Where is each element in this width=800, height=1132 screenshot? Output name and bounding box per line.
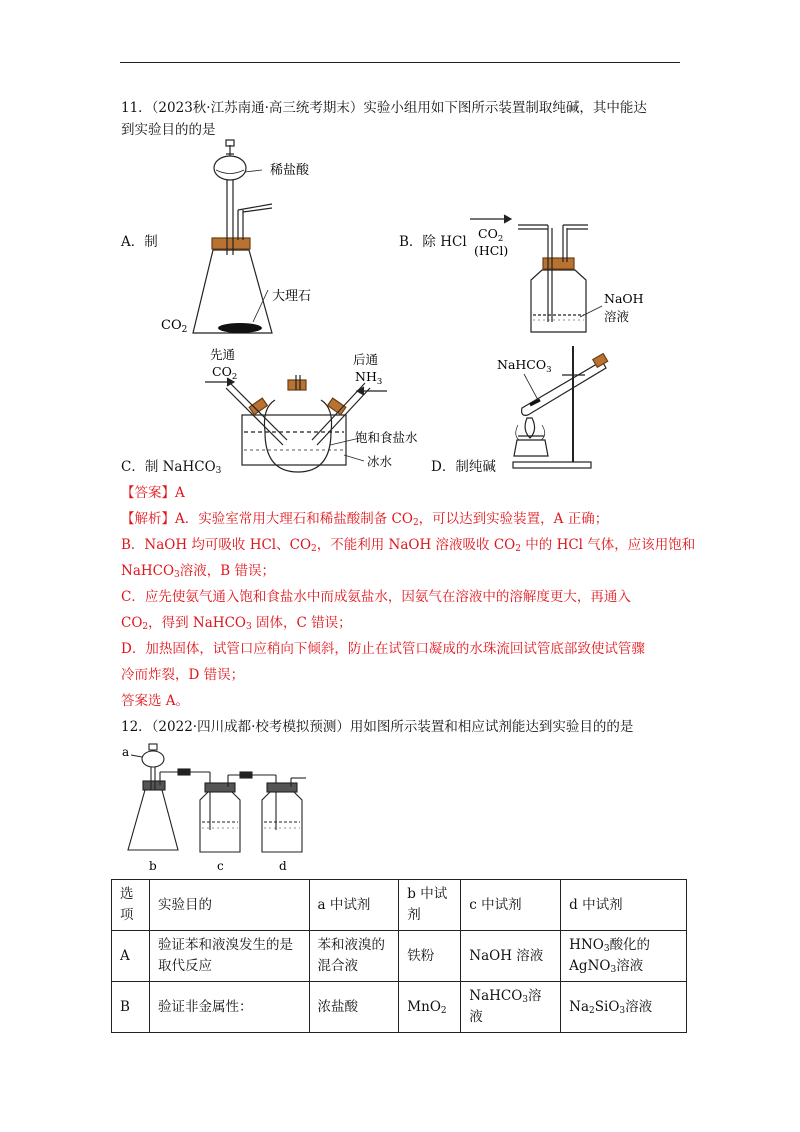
row-b-reagent-b: MnO$_2$ (399, 982, 461, 1033)
header-reagent-a: a 中试剂 (309, 880, 399, 931)
fig-d-label-nahco3: NaHCO$_3$ (497, 357, 552, 375)
row-b-option: B (112, 982, 150, 1033)
fig-c-label-ice: 冰水 (367, 454, 393, 469)
q11-option-b-label: B．除 HCl (399, 234, 467, 250)
header-purpose: 实验目的 (149, 880, 309, 931)
fig-a-label-marble: 大理石 (272, 289, 312, 304)
row-a-reagent-a: 苯和液溴的混合液 (309, 931, 399, 982)
row-b-reagent-d: $Na_2SiO_3$溶液 (561, 982, 687, 1033)
q12-stem: 12．（2022·四川成都·校考模拟预测）用如图所示装置和相应试剂能达到实验目的的是 (121, 719, 634, 735)
row-a-reagent-c: NaOH 溶液 (461, 931, 561, 982)
fig12-label-a: a (122, 745, 130, 759)
row-a-option: A (112, 931, 150, 982)
row-a-reagent-b: 铁粉 (399, 931, 461, 982)
q12-options-table (111, 879, 687, 1033)
fig-c-label-later: 后通 (353, 352, 379, 367)
fig-b-label-reagent2: 溶液 (604, 309, 630, 324)
fig-c-label-first: 先通 (210, 347, 236, 362)
q11-option-d-label: D．制纯碱 (431, 459, 496, 475)
table-row (112, 982, 687, 1033)
q11-option-a-label: A．制 (121, 234, 158, 250)
header-reagent-c: c 中试剂 (461, 880, 561, 931)
fig12-label-d: d (279, 859, 287, 873)
fig-c-label-first-co2: $CO_2$ (212, 364, 238, 382)
row-a-reagent-d: $HNO_3$酸化的 AgNO$_3$溶液 (561, 931, 687, 982)
q11-analysis-line3: NaHCO$_3$溶液，B 错误； (121, 563, 275, 580)
row-b-reagent-c: NaHCO$_3$溶液 (461, 982, 561, 1033)
row-a-purpose: 验证苯和液溴发生的是取代反应 (149, 931, 309, 982)
header-reagent-b: b 中试剂 (399, 880, 461, 931)
row-b-purpose: 验证非金属性： (149, 982, 309, 1033)
header-option: 选项 (112, 880, 150, 931)
q11-answer: 【答案】A (121, 485, 185, 501)
fig-c-label-brine: 饱和食盐水 (355, 430, 418, 445)
q11-analysis-line5: $CO_2$，得到 NaHCO$_3$ 固体，C 错误； (121, 615, 352, 632)
header-reagent-d: d 中试剂 (561, 880, 687, 931)
table-row (112, 931, 687, 982)
fig12-label-b: b (149, 859, 157, 873)
q11-option-c-label: C．制 NaHCO$_3$ (121, 459, 222, 476)
fig-b-label-reagent1: NaOH (604, 291, 644, 306)
fig-a-label-acid: 稀盐酸 (270, 163, 310, 178)
q11-stem-line2: 到实验目的的是 (121, 122, 216, 138)
table-header-row (112, 880, 687, 931)
q11-analysis-line4: C．应先使氨气通入饱和食盐水中而成氨盐水，因氨气在溶液中的溶解度更大，再通入 (121, 589, 631, 605)
q11-analysis-line8: 答案选 A。 (121, 693, 190, 709)
fig-c-label-later-nh3: $NH_3$ (355, 369, 383, 387)
fig12-label-c: c (217, 859, 224, 873)
q11-analysis-line2: B．NaOH 均可吸收 HCl、$CO_2$，不能利用 NaOH 溶液吸收 $CO_2$ 中的 HCl 气体，应该用饱和 (121, 537, 696, 554)
q11-analysis-line6: D．加热固体，试管口应稍向下倾斜，防止在试管口凝成的水珠流回试管底部致使试管骤 (121, 641, 645, 657)
fig-b-label-gas: $CO_2$ (478, 226, 504, 244)
fig-a-label-co2: $CO_2$ (161, 318, 188, 335)
q11-analysis-line7: 冷而炸裂，D 错误； (121, 667, 245, 683)
fig-b-label-gas2: (HCl) (474, 243, 509, 258)
row-b-reagent-a: 浓盐酸 (309, 982, 399, 1033)
q11-analysis-line1: 【解析】A．实验室常用大理石和稀盐酸制备 $CO_2$，可以达到实验装置，A 正确； (121, 511, 609, 528)
q11-stem-line1: 11．（2023秋·江苏南通·高三统考期末）实验小组用如下图所示装置制取纯碱，其中能达 (121, 100, 647, 116)
